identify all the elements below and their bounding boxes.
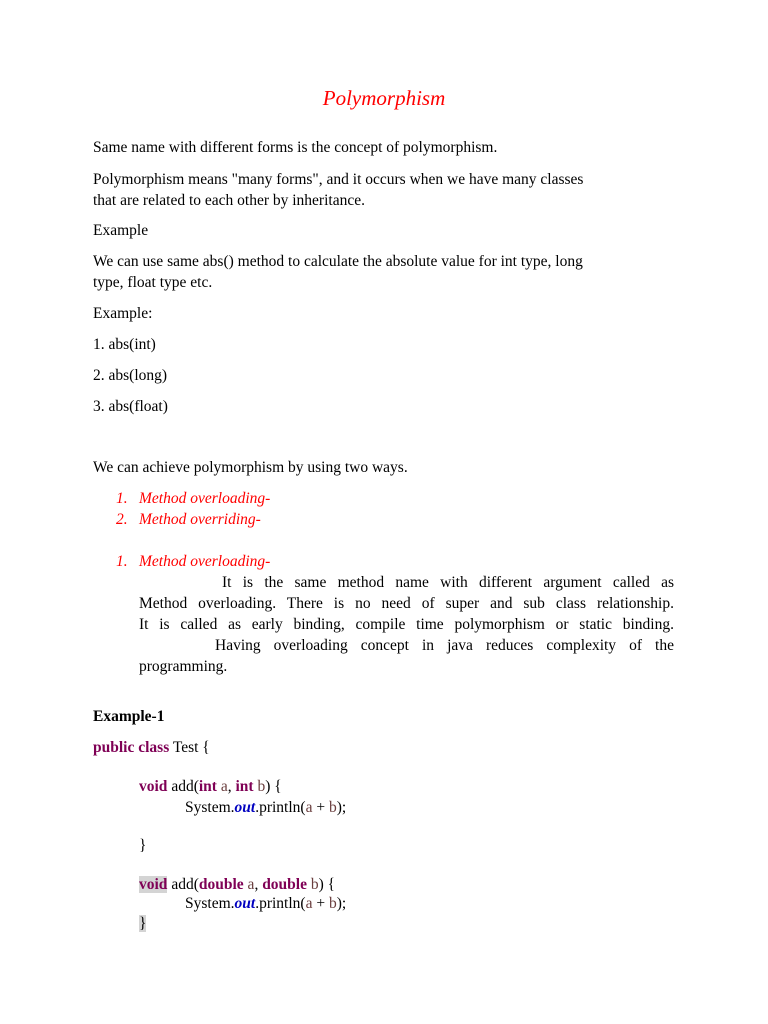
code-keyword-highlighted: void — [139, 876, 168, 893]
overloading-line-1: It is the same method name with different argument called as — [222, 574, 674, 591]
code-text: Test { — [169, 739, 210, 756]
overloading-line-5: programming. — [139, 658, 228, 675]
code-param: b — [328, 799, 337, 816]
list-label: Method overloading- — [139, 553, 271, 570]
code-text: System. — [185, 895, 235, 912]
code-param: a — [216, 778, 228, 795]
code-line-close-brace: } — [139, 837, 147, 854]
code-keyword: void — [139, 778, 168, 795]
code-keyword: public — [93, 739, 135, 756]
ways-list-item — [116, 488, 270, 509]
code-text: add( — [167, 778, 199, 795]
code-text: , — [254, 876, 263, 893]
intro-paragraph: Same name with different forms is the concept of polymorphism. — [93, 139, 498, 156]
code-text: + — [312, 799, 329, 816]
code-line-close-brace — [139, 913, 146, 934]
code-text: ); — [336, 895, 347, 912]
code-param: a — [305, 799, 313, 816]
overloading-line-2: Method overloading. There is no need of super and sub class relationship. — [139, 595, 674, 612]
code-param: b — [328, 895, 337, 912]
code-text: + — [312, 895, 329, 912]
ways-list-item — [116, 509, 261, 530]
code-param: a — [305, 895, 313, 912]
example-colon-label: Example: — [93, 305, 153, 322]
code-text: .println( — [255, 895, 306, 912]
code-text: System. — [185, 799, 235, 816]
code-text: ) { — [318, 876, 336, 893]
overloading-line-3: It is called as early binding, compile time polymorphism or static binding. — [139, 616, 674, 633]
code-line-class-decl — [93, 737, 210, 758]
code-text: add( — [167, 876, 199, 893]
code-param: a — [243, 876, 255, 893]
ways-intro: We can achieve polymorphism by using two ways. — [93, 459, 408, 476]
code-brace-highlighted: } — [139, 915, 147, 932]
code-text: ); — [336, 799, 347, 816]
example-1-label: Example-1 — [93, 708, 165, 725]
code-text: .println( — [255, 799, 306, 816]
definition-line-2: that are related to each other by inheritance. — [93, 192, 365, 209]
abs-item: 2. abs(long) — [93, 367, 168, 384]
code-text: ) { — [265, 778, 282, 795]
abs-line-1: We can use same abs() method to calculate the absolute value for int type, long — [93, 253, 583, 270]
abs-line-2: type, float type etc. — [93, 274, 213, 291]
code-keyword: double — [198, 876, 244, 893]
page-title: Polymorphism — [322, 86, 446, 110]
code-keyword: double — [262, 876, 307, 893]
code-line-method-int — [139, 776, 282, 797]
code-field: out — [234, 799, 256, 816]
overloading-line-4: Having overloading concept in java reduces complexity of the — [215, 637, 674, 654]
code-keyword: class — [138, 739, 170, 756]
code-line-method-double — [139, 874, 335, 895]
section-heading-overloading — [116, 551, 270, 572]
code-param: b — [253, 778, 266, 795]
definition-line-1: Polymorphism means "many forms", and it occurs when we have many classes — [93, 171, 584, 188]
code-line-println — [185, 893, 346, 914]
code-field: out — [234, 895, 256, 912]
list-label: Method overloading- — [139, 490, 271, 507]
list-number: 2. — [116, 511, 128, 528]
code-text: , — [227, 778, 236, 795]
code-line-println — [185, 797, 346, 818]
list-number: 1. — [116, 553, 128, 570]
code-keyword: int — [235, 778, 254, 795]
example-label: Example — [93, 222, 149, 239]
abs-item: 3. abs(float) — [93, 398, 168, 415]
abs-item: 1. abs(int) — [93, 336, 156, 353]
code-param: b — [307, 876, 319, 893]
list-label: Method overriding- — [139, 511, 261, 528]
list-number: 1. — [116, 490, 128, 507]
code-keyword: int — [198, 778, 217, 795]
